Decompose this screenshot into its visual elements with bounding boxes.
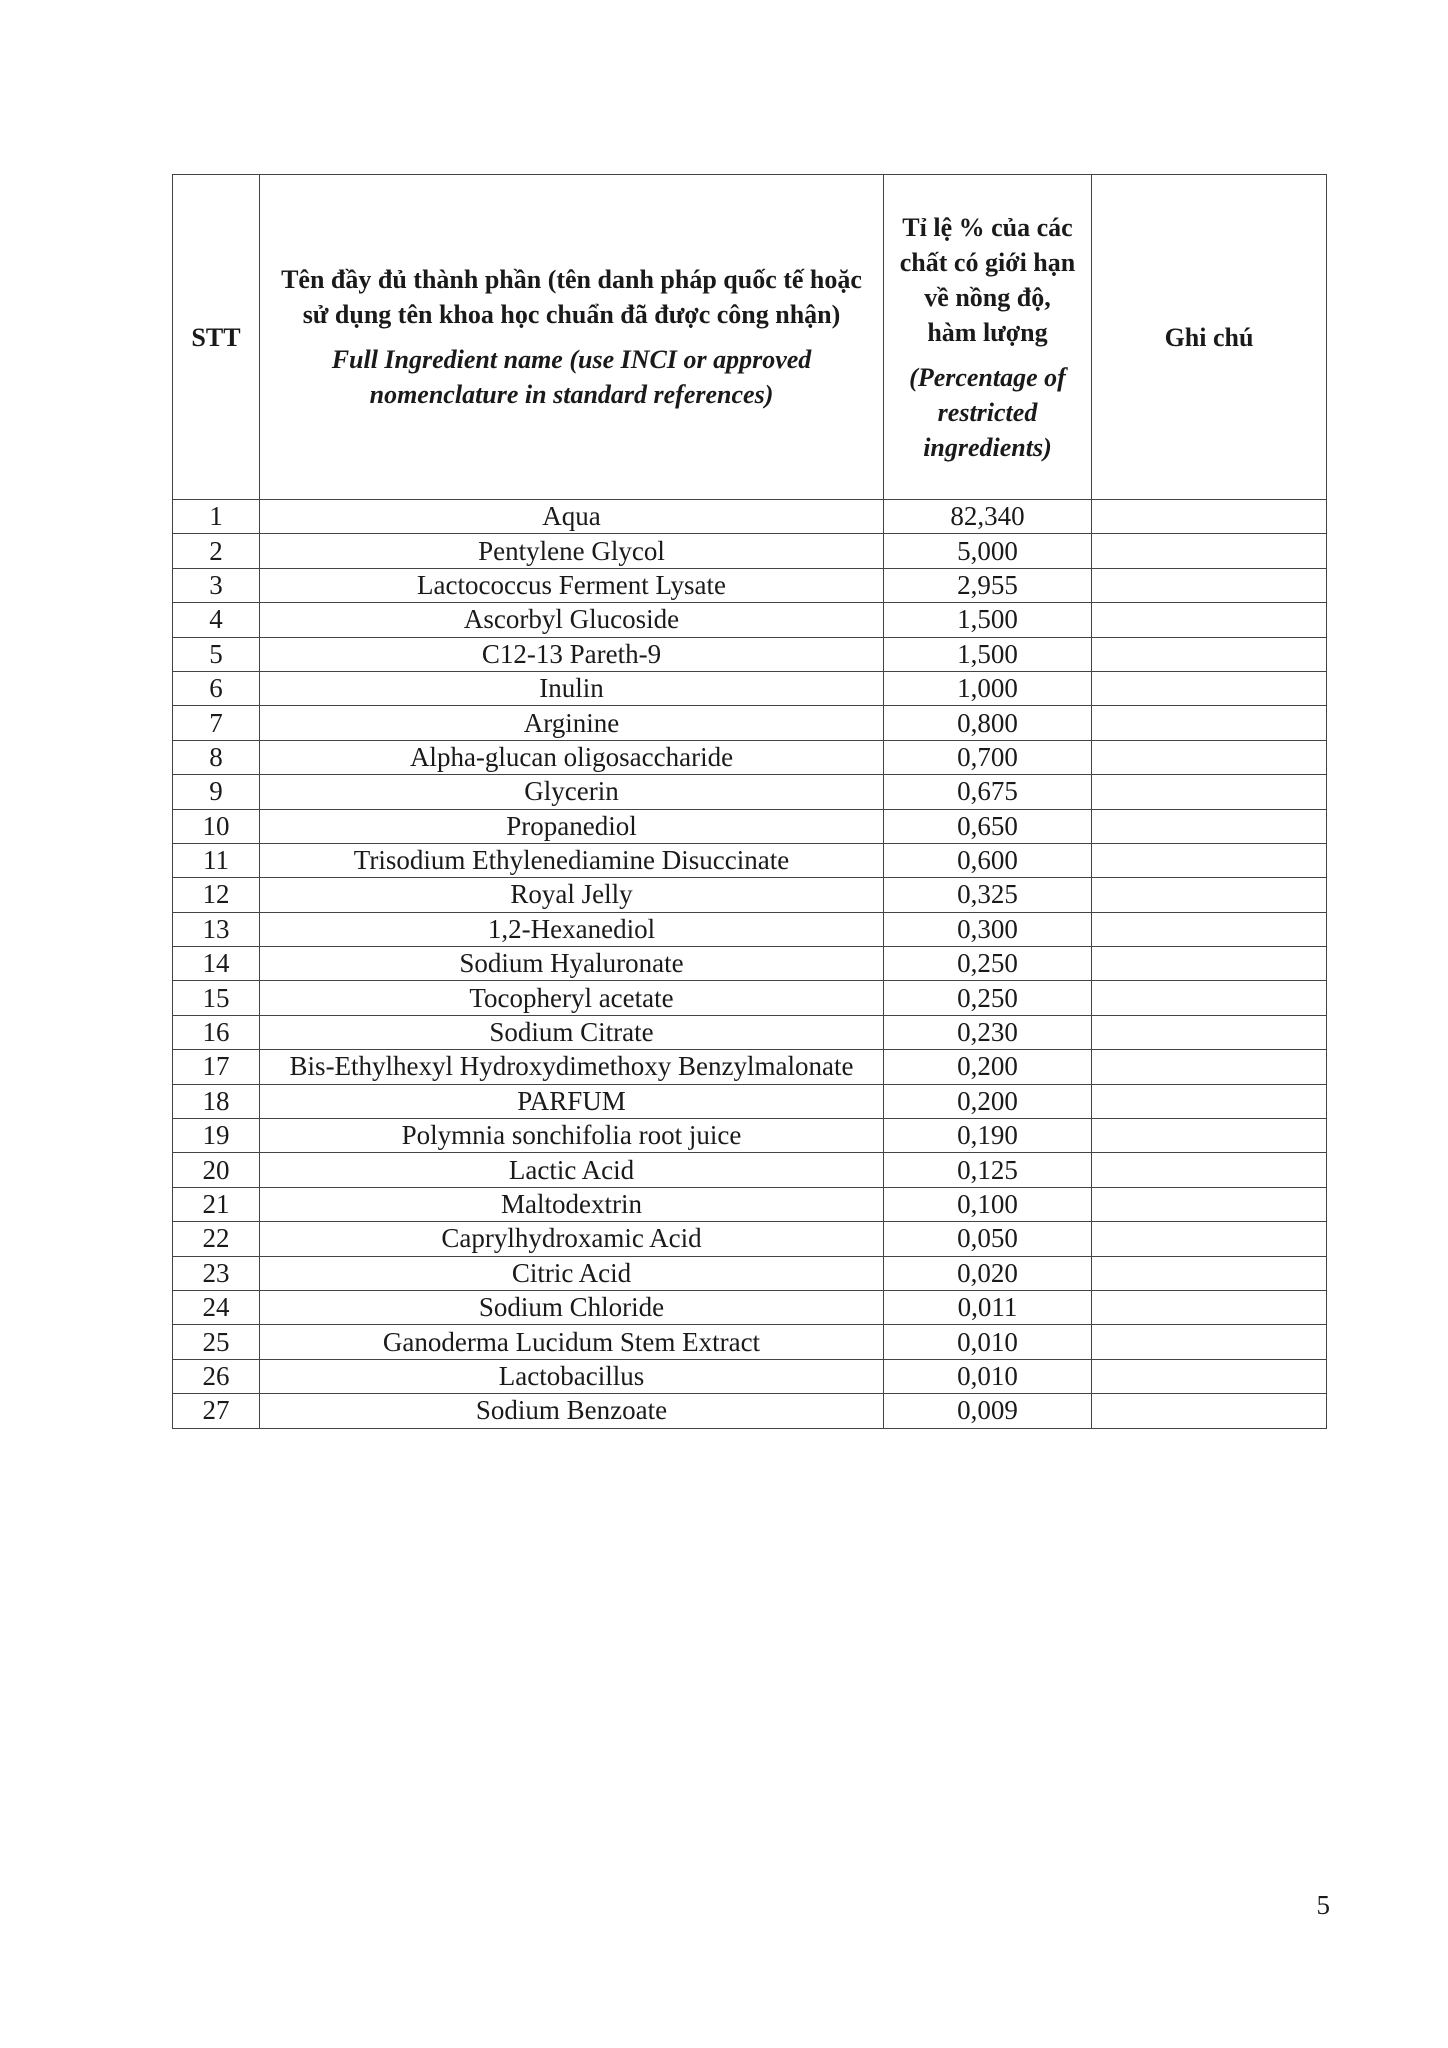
row-percentage-cell: 0,250 — [884, 947, 1092, 981]
table-row — [173, 1222, 1327, 1256]
row-stt-cell: 22 — [173, 1222, 260, 1256]
row-note-cell — [1092, 1050, 1327, 1084]
row-ingredient-name-cell: Trisodium Ethylenediamine Disuccinate — [260, 843, 884, 877]
row-ingredient-name-cell: Lactococcus Ferment Lysate — [260, 568, 884, 602]
row-percentage-cell: 0,250 — [884, 981, 1092, 1015]
row-note-cell — [1092, 671, 1327, 705]
row-ingredient-name-cell: Arginine — [260, 706, 884, 740]
row-note-cell — [1092, 1015, 1327, 1049]
row-ingredient-name-cell: 1,2-Hexanediol — [260, 912, 884, 946]
table-row — [173, 912, 1327, 946]
row-percentage-cell: 1,000 — [884, 671, 1092, 705]
row-stt-cell: 14 — [173, 947, 260, 981]
row-ingredient-name-cell: Sodium Citrate — [260, 1015, 884, 1049]
row-ingredient-name-cell: Pentylene Glycol — [260, 534, 884, 568]
row-percentage-cell: 0,800 — [884, 706, 1092, 740]
row-ingredient-name-cell: Alpha-glucan oligosaccharide — [260, 740, 884, 774]
row-stt-cell: 25 — [173, 1325, 260, 1359]
row-ingredient-name-cell: Lactobacillus — [260, 1359, 884, 1393]
row-ingredient-name-cell: Caprylhydroxamic Acid — [260, 1222, 884, 1256]
table-row — [173, 568, 1327, 602]
row-ingredient-name-cell: Maltodextrin — [260, 1187, 884, 1221]
row-ingredient-name-cell: Ganoderma Lucidum Stem Extract — [260, 1325, 884, 1359]
row-percentage-cell: 0,200 — [884, 1050, 1092, 1084]
table-row — [173, 1084, 1327, 1118]
row-stt-cell: 19 — [173, 1119, 260, 1153]
row-percentage-cell: 0,230 — [884, 1015, 1092, 1049]
row-ingredient-name-cell: Bis-Ethylhexyl Hydroxydimethoxy Benzylmalonate — [260, 1050, 884, 1084]
row-stt-cell: 18 — [173, 1084, 260, 1118]
row-note-cell — [1092, 706, 1327, 740]
table-row — [173, 1153, 1327, 1187]
row-percentage-cell: 0,010 — [884, 1359, 1092, 1393]
table-row — [173, 500, 1327, 534]
row-stt-cell: 2 — [173, 534, 260, 568]
header-percentage-english-line2: restricted ingredients) — [923, 397, 1052, 462]
row-stt-cell: 23 — [173, 1256, 260, 1290]
row-percentage-cell: 0,100 — [884, 1187, 1092, 1221]
table-row — [173, 947, 1327, 981]
row-percentage-cell: 0,325 — [884, 878, 1092, 912]
header-percentage-english-line1: (Percentage of — [909, 362, 1066, 392]
table-row — [173, 1187, 1327, 1221]
row-percentage-cell: 1,500 — [884, 637, 1092, 671]
row-percentage-cell: 0,125 — [884, 1153, 1092, 1187]
row-ingredient-name-cell: Inulin — [260, 671, 884, 705]
table-row — [173, 1119, 1327, 1153]
header-row — [173, 175, 1327, 500]
table-row — [173, 843, 1327, 877]
table-row — [173, 1325, 1327, 1359]
header-ingredient-name — [260, 175, 884, 500]
row-note-cell — [1092, 1222, 1327, 1256]
row-stt-cell: 3 — [173, 568, 260, 602]
row-ingredient-name-cell: Lactic Acid — [260, 1153, 884, 1187]
row-percentage-cell: 0,600 — [884, 843, 1092, 877]
row-ingredient-name-cell: Sodium Benzoate — [260, 1394, 884, 1428]
row-note-cell — [1092, 775, 1327, 809]
row-stt-cell: 21 — [173, 1187, 260, 1221]
row-stt-cell: 26 — [173, 1359, 260, 1393]
row-percentage-cell: 0,010 — [884, 1325, 1092, 1359]
table-row — [173, 878, 1327, 912]
row-percentage-cell: 2,955 — [884, 568, 1092, 602]
row-stt-cell: 10 — [173, 809, 260, 843]
row-percentage-cell: 0,011 — [884, 1290, 1092, 1324]
row-percentage-cell: 0,700 — [884, 740, 1092, 774]
table-header — [173, 175, 1327, 500]
row-note-cell — [1092, 1359, 1327, 1393]
row-stt-cell: 20 — [173, 1153, 260, 1187]
row-note-cell — [1092, 603, 1327, 637]
header-note: Ghi chú — [1092, 175, 1327, 500]
table-row — [173, 671, 1327, 705]
row-ingredient-name-cell: Glycerin — [260, 775, 884, 809]
table-row — [173, 809, 1327, 843]
row-note-cell — [1092, 1084, 1327, 1118]
header-name-english: Full Ingredient name (use INCI or approved nomenclature in standard references) — [331, 345, 812, 409]
row-percentage-cell: 0,300 — [884, 912, 1092, 946]
header-stt: STT — [173, 175, 260, 500]
header-percentage-english — [884, 360, 1091, 465]
row-note-cell — [1092, 534, 1327, 568]
row-note-cell — [1092, 1153, 1327, 1187]
row-stt-cell: 15 — [173, 981, 260, 1015]
row-note-cell — [1092, 981, 1327, 1015]
row-ingredient-name-cell: Tocopheryl acetate — [260, 981, 884, 1015]
table-row — [173, 1256, 1327, 1290]
row-note-cell — [1092, 1290, 1327, 1324]
row-percentage-cell: 0,009 — [884, 1394, 1092, 1428]
table-row — [173, 1290, 1327, 1324]
table-row — [173, 740, 1327, 774]
row-ingredient-name-cell: Royal Jelly — [260, 878, 884, 912]
row-note-cell — [1092, 843, 1327, 877]
table-row — [173, 1015, 1327, 1049]
row-note-cell — [1092, 1119, 1327, 1153]
row-percentage-cell: 0,190 — [884, 1119, 1092, 1153]
table-row — [173, 603, 1327, 637]
row-percentage-cell: 82,340 — [884, 500, 1092, 534]
row-percentage-cell: 5,000 — [884, 534, 1092, 568]
table-row — [173, 1359, 1327, 1393]
table-row — [173, 775, 1327, 809]
row-stt-cell: 16 — [173, 1015, 260, 1049]
row-stt-cell: 7 — [173, 706, 260, 740]
table-body — [173, 500, 1327, 1429]
header-percentage-vietnamese: Tỉ lệ % của các chất có giới hạn về nồng độ, hàm lượng — [899, 212, 1076, 347]
row-ingredient-name-cell: Propanediol — [260, 809, 884, 843]
row-ingredient-name-cell: Citric Acid — [260, 1256, 884, 1290]
ingredient-table — [172, 174, 1327, 1429]
row-note-cell — [1092, 637, 1327, 671]
table-row — [173, 1050, 1327, 1084]
row-note-cell — [1092, 500, 1327, 534]
row-stt-cell: 27 — [173, 1394, 260, 1428]
row-note-cell — [1092, 947, 1327, 981]
row-note-cell — [1092, 568, 1327, 602]
row-stt-cell: 1 — [173, 500, 260, 534]
row-note-cell — [1092, 1187, 1327, 1221]
row-stt-cell: 24 — [173, 1290, 260, 1324]
row-percentage-cell: 0,050 — [884, 1222, 1092, 1256]
row-ingredient-name-cell: Aqua — [260, 500, 884, 534]
row-stt-cell: 17 — [173, 1050, 260, 1084]
table-row — [173, 706, 1327, 740]
row-stt-cell: 6 — [173, 671, 260, 705]
table-row — [173, 981, 1327, 1015]
row-stt-cell: 4 — [173, 603, 260, 637]
row-stt-cell: 8 — [173, 740, 260, 774]
row-note-cell — [1092, 740, 1327, 774]
row-percentage-cell: 0,020 — [884, 1256, 1092, 1290]
row-ingredient-name-cell: Polymnia sonchifolia root juice — [260, 1119, 884, 1153]
row-ingredient-name-cell: Sodium Hyaluronate — [260, 947, 884, 981]
row-stt-cell: 11 — [173, 843, 260, 877]
row-note-cell — [1092, 809, 1327, 843]
row-note-cell — [1092, 878, 1327, 912]
row-ingredient-name-cell: Ascorbyl Glucoside — [260, 603, 884, 637]
row-note-cell — [1092, 1325, 1327, 1359]
row-ingredient-name-cell: C12-13 Pareth-9 — [260, 637, 884, 671]
row-percentage-cell: 0,675 — [884, 775, 1092, 809]
header-name-vietnamese: Tên đầy đủ thành phần (tên danh pháp quốc tế hoặc sử dụng tên khoa học chuẩn đã được công nhận) — [281, 265, 862, 329]
row-note-cell — [1092, 1256, 1327, 1290]
table-row — [173, 534, 1327, 568]
row-stt-cell: 12 — [173, 878, 260, 912]
row-percentage-cell: 0,650 — [884, 809, 1092, 843]
row-note-cell — [1092, 1394, 1327, 1428]
row-percentage-cell: 0,200 — [884, 1084, 1092, 1118]
header-percentage — [884, 175, 1092, 500]
page-number: 5 — [1316, 1890, 1330, 1920]
row-ingredient-name-cell: PARFUM — [260, 1084, 884, 1118]
row-stt-cell: 5 — [173, 637, 260, 671]
row-percentage-cell: 1,500 — [884, 603, 1092, 637]
row-note-cell — [1092, 912, 1327, 946]
table-row — [173, 637, 1327, 671]
table-row — [173, 1394, 1327, 1428]
row-stt-cell: 13 — [173, 912, 260, 946]
row-stt-cell: 9 — [173, 775, 260, 809]
row-ingredient-name-cell: Sodium Chloride — [260, 1290, 884, 1324]
